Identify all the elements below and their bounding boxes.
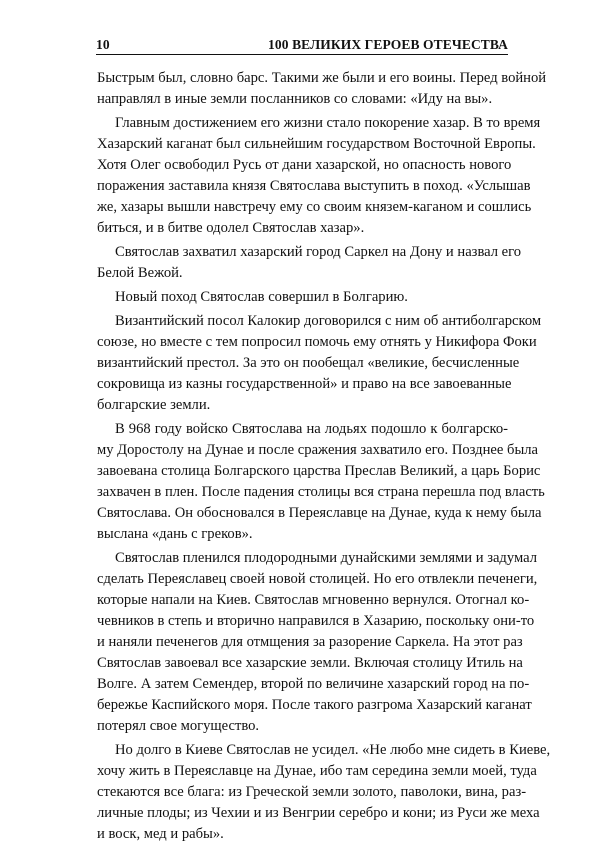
- text-line: Белой Вежой.: [97, 265, 183, 281]
- text-line: бережье Каспийского моря. После такого разгрома Хазарский каганат: [97, 697, 532, 713]
- text-line: и воск, мед и рабы».: [97, 826, 224, 842]
- text-line: Святослав захватил хазарский город Саркел на Дону и назвал его: [115, 244, 522, 260]
- text-line: Быстрым был, словно барс. Такими же были и его воины. Перед войной: [97, 70, 547, 86]
- paragraph: [97, 419, 545, 545]
- page-number: 10: [96, 37, 110, 52]
- page-header: [96, 31, 508, 53]
- text-line: Главным достижением его жизни стало покорение хазар. В то время: [115, 115, 541, 131]
- text-line: завоевана столица Болгарского царства Преслав Великий, а царь Борис: [97, 463, 541, 479]
- text-line: Византийский посол Калокир договорился с ним об антиболгарском: [115, 313, 542, 329]
- text-line: Хотя Олег освободил Русь от дани хазарской, но опасность нового: [97, 157, 512, 173]
- text-line: Святослав пленился плодородными дунайскими землями и задумал: [115, 550, 537, 566]
- paragraph: [97, 242, 522, 284]
- header-rule: [96, 54, 508, 55]
- text-line: Новый поход Святослав совершил в Болгарию.: [115, 289, 408, 305]
- paragraph: [97, 68, 547, 110]
- text-line: му Доростолу на Дунае и после сражения захватило его. Позднее была: [97, 442, 539, 458]
- text-line: поражения заставила князя Святослава выступить в поход. «Услышав: [97, 178, 531, 194]
- paragraph: [97, 287, 508, 308]
- text-line: болгарские земли.: [97, 397, 211, 413]
- text-line: и наняли печенегов для отмщения за разорение Саркела. На этот раз: [97, 634, 523, 650]
- text-line: Хазарский каганат был сильнейшим государством Восточной Европы.: [97, 136, 536, 152]
- paragraph: [97, 548, 538, 737]
- paragraph: [97, 311, 542, 416]
- text-line: византийский престол. За это он пообещал «великие, бесчисленные: [97, 355, 520, 371]
- text-line: личные плоды; из Чехии и из Венгрии серебро и кони; из Руси же меха: [97, 805, 540, 821]
- running-title: 100 ВЕЛИКИХ ГЕРОЕВ ОТЕЧЕСТВА: [268, 37, 508, 52]
- text-line: потерял свое могущество.: [97, 718, 260, 734]
- text-line: чевников в степь и вторично направился в Хазарию, поскольку они-то: [97, 613, 535, 629]
- text-line: Святослав завоевал все хазарские земли. Включая столицу Итиль на: [97, 655, 523, 671]
- body-text: [97, 68, 551, 848]
- text-line: захвачен в плен. После падения столицы вся страна перешла под власть: [97, 484, 545, 500]
- text-line: которые напали на Киев. Святослав мгновенно вернулся. Отогнал ко-: [97, 592, 530, 608]
- text-line: В 968 году войско Святослава на лодьях подошло к болгарско-: [115, 421, 508, 437]
- text-line: выслана «дань с греков».: [97, 526, 253, 542]
- text-line: направлял в иные земли посланников со словами: «Иду на вы».: [97, 91, 493, 107]
- text-line: биться, и в битве одолел Святослав хазар».: [97, 220, 365, 236]
- text-line: стекаются все блага: из Греческой земли золото, паволоки, вина, раз-: [97, 784, 527, 800]
- text-line: сделать Переяславец своей новой столицей. Но его отвлекли печенеги,: [97, 571, 538, 587]
- text-line: сокровища из казны государственной» и право на все завоеванные: [97, 376, 512, 392]
- text-line: союзе, но вместе с тем попросил помочь ему отнять у Никифора Фоки: [97, 334, 537, 350]
- text-line: хочу жить в Переяславце на Дунае, ибо там середина земли моей, туда: [97, 763, 537, 779]
- text-line: Волге. А затем Семендер, второй по величине хазарский город на по-: [97, 676, 530, 692]
- paragraph: [97, 113, 541, 239]
- text-line: Святослава. Он обосновался в Переяславце на Дунае, куда к нему была: [97, 505, 542, 521]
- paragraph: [97, 740, 551, 845]
- text-line: Но долго в Киеве Святослав не усидел. «Не любо мне сидеть в Киеве,: [115, 742, 551, 758]
- text-line: же, хазары вышли навстречу ему со своим князем-каганом и сошлись: [97, 199, 532, 215]
